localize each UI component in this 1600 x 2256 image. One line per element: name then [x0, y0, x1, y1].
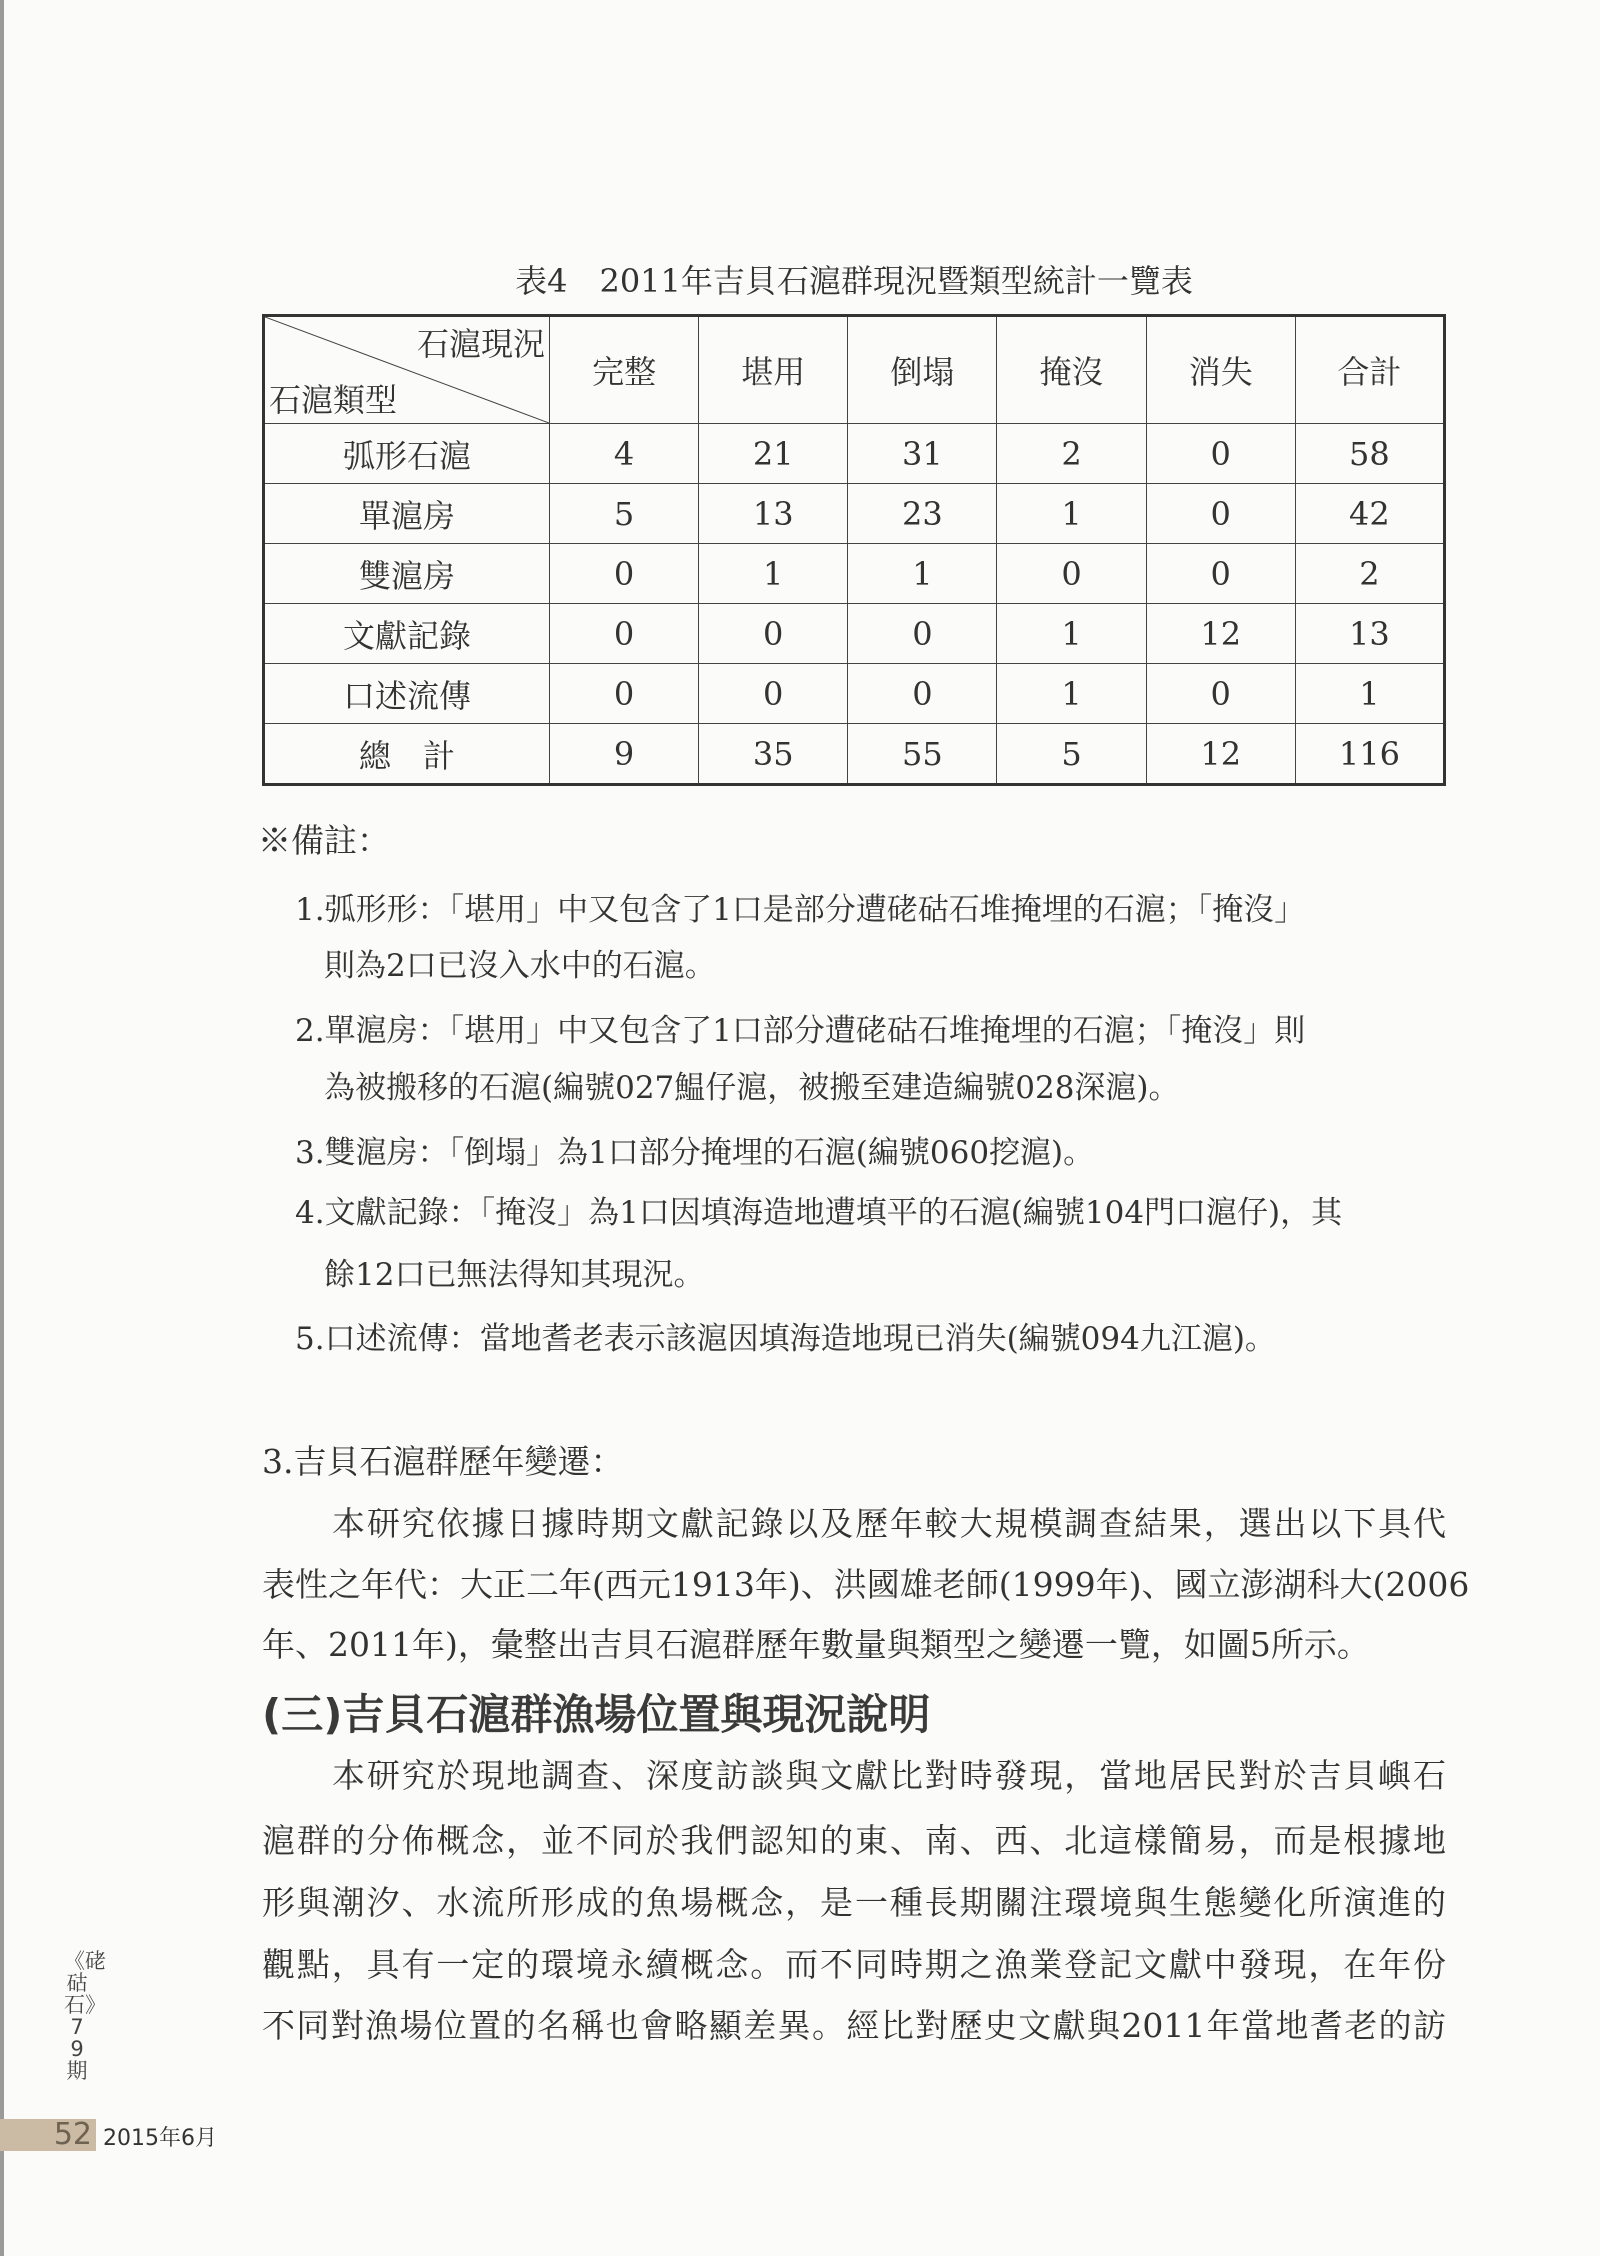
column-header: 合計 [1295, 316, 1444, 424]
table-header-row [264, 316, 1445, 424]
table-row [264, 664, 1445, 724]
row-label: 總 計 [264, 724, 550, 785]
table-cell: 0 [699, 604, 848, 664]
note-line: 餘12口已無法得知其現況。 [324, 1257, 705, 1293]
table-cell: 0 [550, 664, 699, 724]
table-cell: 5 [997, 724, 1146, 785]
paragraph-line: 滬群的分佈概念，並不同於我們認知的東、南、西、北這樣簡易，而是根據地 [262, 1821, 1446, 1860]
paragraph-line: 觀點，具有一定的環境永續概念。而不同時期之漁業登記文獻中發現，在年份 [262, 1945, 1446, 1984]
subsection-heading: 3.吉貝石滬群歷年變遷： [262, 1442, 624, 1481]
table-row [264, 724, 1445, 785]
table-row [264, 544, 1445, 604]
table-row [264, 604, 1445, 664]
column-header: 倒塌 [848, 316, 997, 424]
notes-title: ※備註： [258, 821, 390, 860]
corner-top-label: 石滬現況 [416, 325, 545, 363]
table-cell: 0 [848, 664, 997, 724]
table-row [264, 424, 1445, 484]
table-cell: 1 [848, 544, 997, 604]
table-cell: 0 [1146, 484, 1295, 544]
paragraph-line: 不同對漁場位置的名稱也會略顯差異。經比對歷史文獻與2011年當地耆老的訪 [262, 2006, 1446, 2045]
statistics-table [262, 314, 1446, 786]
table-cell: 23 [848, 484, 997, 544]
column-header: 消失 [1146, 316, 1295, 424]
table-cell: 9 [550, 724, 699, 785]
note-line: 2.單滬房：「堪用」中又包含了1口部分遭硓𥑮石堆掩埋的石滬；「掩沒」則 [295, 1013, 1306, 1049]
row-label: 文獻記錄 [264, 604, 550, 664]
table-cell: 2 [997, 424, 1146, 484]
table-cell: 0 [997, 544, 1146, 604]
table-cell: 21 [699, 424, 848, 484]
table-cell: 1 [699, 544, 848, 604]
paragraph-line: 表性之年代：大正二年(西元1913年)、洪國雄老師(1999年)、國立澎湖科大(2006 [262, 1565, 1470, 1604]
table-cell: 0 [1146, 424, 1295, 484]
row-label: 雙滬房 [264, 544, 550, 604]
table-cell: 1 [997, 664, 1146, 724]
page-number: 52 [0, 2119, 96, 2151]
table-cell: 116 [1295, 724, 1444, 785]
note-line: 4.文獻記錄：「掩沒」為1口因填海造地遭填平的石滬(編號104門口滬仔)，其 [295, 1195, 1343, 1231]
page-edge [0, 0, 4, 2256]
note-line: 5.口述流傳：當地耆老表示該滬因填海造地現已消失(編號094九江滬)。 [295, 1321, 1276, 1357]
note-line: 則為2口已沒入水中的石滬。 [324, 948, 716, 984]
table-cell: 55 [848, 724, 997, 785]
table-cell: 13 [699, 484, 848, 544]
note-line: 3.雙滬房：「倒塌」為1口部分掩埋的石滬(編號060挖滬)。 [295, 1135, 1095, 1171]
diagonal-header-cell [264, 316, 550, 424]
column-header: 掩沒 [997, 316, 1146, 424]
column-header: 完整 [550, 316, 699, 424]
note-line: 為被搬移的石滬(編號027鰛仔滬，被搬至建造編號028深滬)。 [324, 1070, 1180, 1106]
table-cell: 0 [1146, 664, 1295, 724]
table-cell: 1 [997, 604, 1146, 664]
table-cell: 31 [848, 424, 997, 484]
column-header: 堪用 [699, 316, 848, 424]
table-cell: 1 [997, 484, 1146, 544]
table-cell: 0 [1146, 544, 1295, 604]
table-cell: 42 [1295, 484, 1444, 544]
table-cell: 0 [699, 664, 848, 724]
issue-date: 2015年6月 [103, 2126, 217, 2151]
table-row [264, 484, 1445, 544]
table-cell: 35 [699, 724, 848, 785]
table-cell: 0 [848, 604, 997, 664]
table-cell: 5 [550, 484, 699, 544]
section-heading: (三)吉貝石滬群漁場位置與現況說明 [262, 1690, 931, 1739]
paragraph-line: 本研究依據日據時期文獻記錄以及歷年較大規模調查結果，選出以下具代 [332, 1504, 1446, 1543]
table-cell: 1 [1295, 664, 1444, 724]
table-cell: 0 [550, 544, 699, 604]
paragraph-line: 形與潮汐、水流所形成的魚場概念，是一種長期關注環境與生態變化所演進的 [262, 1883, 1446, 1922]
table-cell: 58 [1295, 424, 1444, 484]
table-caption: 表4 2011年吉貝石滬群現況暨類型統計一覽表 [515, 262, 1193, 300]
table-cell: 13 [1295, 604, 1444, 664]
row-label: 單滬房 [264, 484, 550, 544]
table-cell: 12 [1146, 724, 1295, 785]
table-cell: 12 [1146, 604, 1295, 664]
row-label: 弧形石滬 [264, 424, 550, 484]
corner-bottom-label: 石滬類型 [269, 381, 398, 419]
row-label: 口述流傳 [264, 664, 550, 724]
table-cell: 0 [550, 604, 699, 664]
paragraph-line: 年、2011年)，彙整出吉貝石滬群歷年數量與類型之變遷一覽，如圖5所示。 [262, 1625, 1370, 1664]
table-cell: 4 [550, 424, 699, 484]
journal-name: 《硓𥑮石》79期 [64, 1949, 106, 2083]
table-cell: 2 [1295, 544, 1444, 604]
paragraph-line: 本研究於現地調查、深度訪談與文獻比對時發現，當地居民對於吉貝嶼石 [332, 1756, 1446, 1795]
note-line: 1.弧形形：「堪用」中又包含了1口是部分遭硓𥑮石堆掩埋的石滬；「掩沒」 [295, 892, 1306, 928]
